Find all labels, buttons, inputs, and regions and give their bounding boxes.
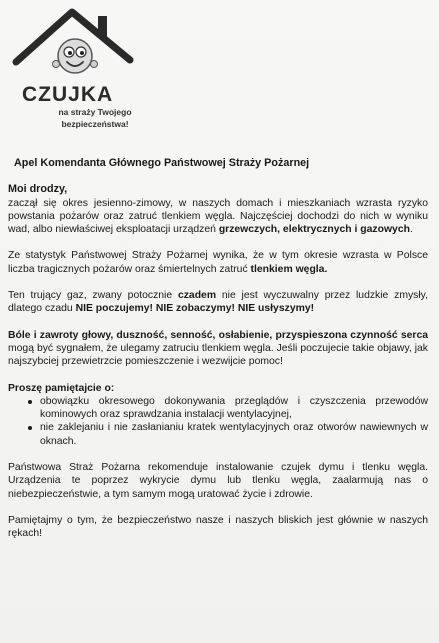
paragraph-closing: Pamiętajmy o tym, że bezpieczeństwo nasze i naszych bliskich jest głównie w naszych rękach! [8,514,428,540]
remember-heading: Proszę pamiętajcie o: [8,382,115,394]
logo-slogan [46,106,144,130]
text-span: nie jest wyczuwalny przez ludzkie zmysły, dlatego czadu [8,290,428,315]
logo-slogan-line1: na straży Twojego [58,107,132,117]
emphasis-text: grzewczych, elektrycznych i gazowych [218,224,410,236]
logo-title: CZUJKA [22,83,114,106]
text-span: . [409,224,413,236]
house-smiley-icon [10,4,140,86]
paragraph-intro [8,197,428,237]
emphasis-text: tlenkiem węgla. [250,263,328,275]
list-item: obowiązku okresowego dokonywania przeglądów i czyszczenia przewodów kominowych oraz sprawdzania instalacji wentylacyjnej, [8,395,428,422]
paragraph-recommendation: Państwowa Straż Pożarna rekomenduje instalowanie czujek dymu i tlenku węgla. Urządzenia te poprzez wykrycie dymu lub tlenku węgla, zaalarmują nas o niebezpieczeństwie, a tym samym mogą uratować życie i zdrowie. [8,462,428,500]
logo-slogan-line2: bezpieczeństwa! [61,119,129,129]
paragraph-carbon-monoxide [8,289,428,316]
emphasis-text: NIE poczujemy! NIE zobaczymy! NIE usłyszymy! [75,303,315,315]
czujka-logo [8,4,148,132]
emphasis-text: czadem [177,290,217,302]
paragraph-symptoms [8,329,428,369]
appeal-title: Apel Komendanta Głównego Państwowej Straży Pożarnej [14,157,310,169]
remember-list [8,395,428,448]
emphasis-text: Bóle i zawroty głowy, duszność, senność, osłabienie, przyspieszona czynność serca [8,329,428,341]
greeting: Moi drodzy, [8,183,68,196]
list-item: nie zaklejaniu i nie zasłanianiu kratek wentylacyjnych oraz otworów nawiewnych w oknach. [8,421,428,448]
text-span: mogą być sygnałem, że ulegamy zatruciu tlenkiem węgla. Jeśli poczujecie takie objawy, jak najszybciej przewietrzcie pomieszczenie i wezwijcie pomoc! [8,342,428,368]
text-span: zaczął się okres jesienno-zimowy, w naszych domach i mieszkaniach wzrasta ryzyko powstania pożarów oraz zatruć tlenkiem węgla. Najczęściej dochodzi do nich w wyniku wad, albo niewłaściwej eksploatacji urządzeń [8,197,428,236]
text-span: Ten trujący gaz, zwany potocznie [8,290,178,302]
text-span: Ze statystyk Państwowej Straży Pożarnej wynika, że w tym okresie wzrasta w Polsce liczba tragicznych pożarów oraz śmiertelnych zatruć [8,250,428,275]
paragraph-statistics [8,249,428,276]
appeal-content [8,157,428,541]
